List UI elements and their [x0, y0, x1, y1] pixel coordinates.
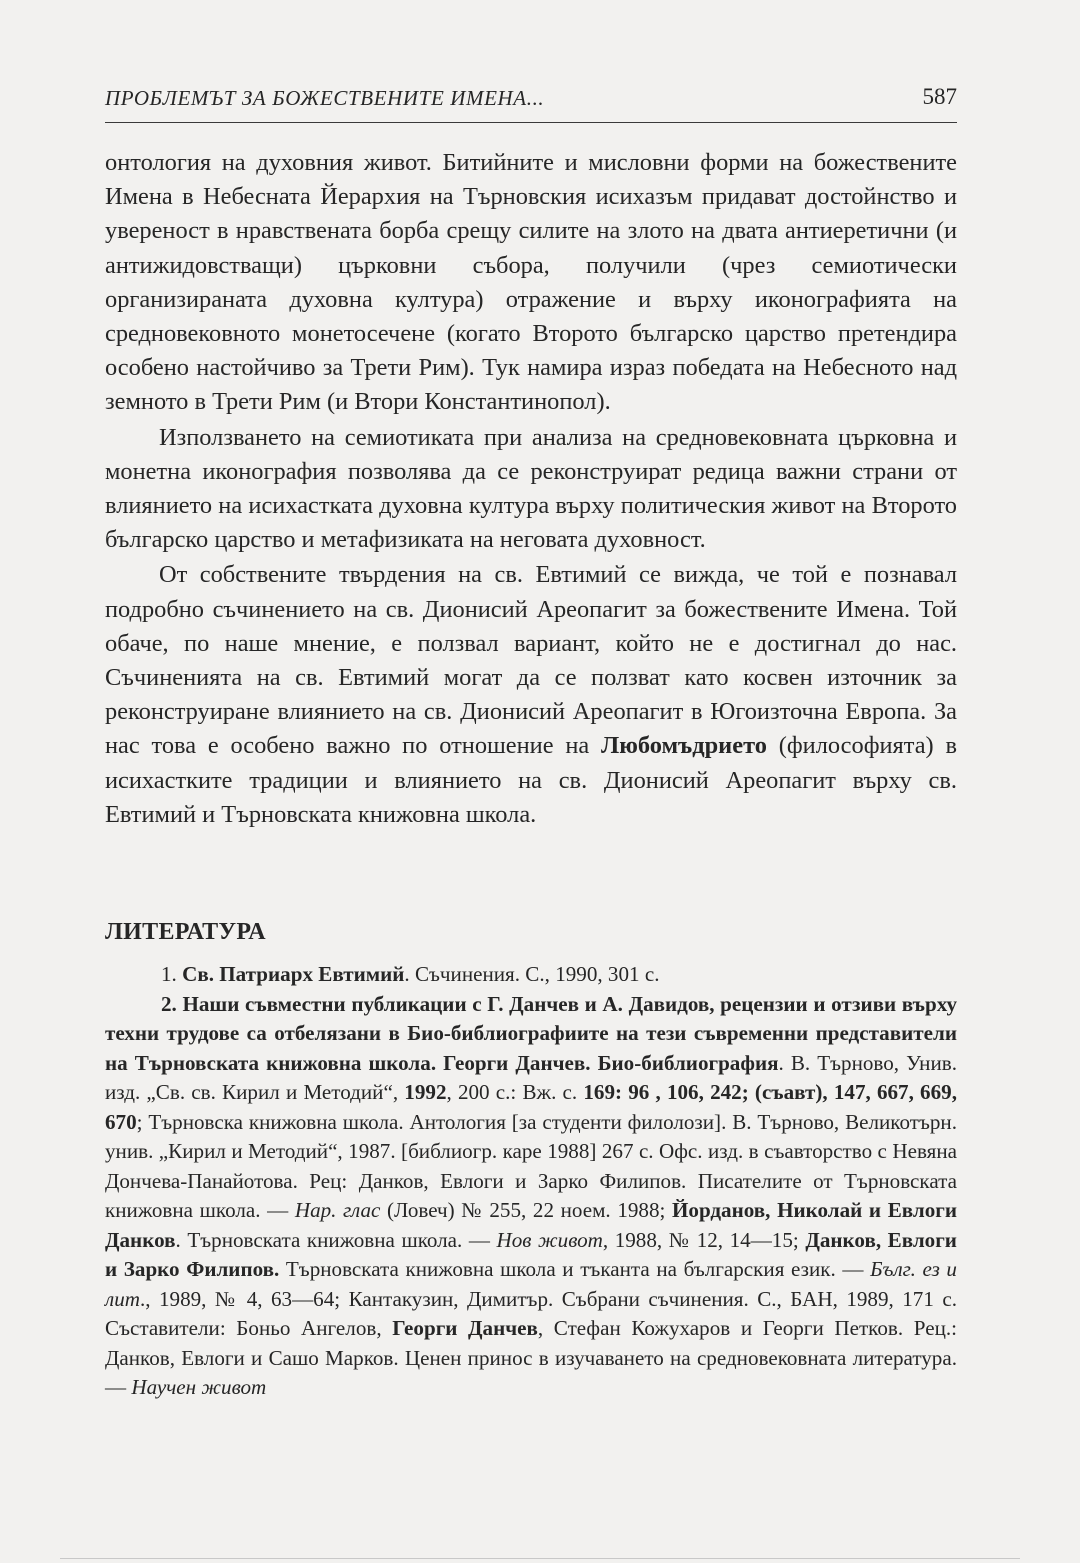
reference-2-journal: Нов живот [496, 1227, 603, 1252]
reference-2-text: , 1988, № 12, 14—15; [602, 1227, 806, 1252]
paragraph-3 [105, 558, 957, 832]
reference-2-year: 1992 [404, 1080, 447, 1104]
page-number: 587 [922, 84, 957, 109]
running-title: ПРОБЛЕМЪТ ЗА БОЖЕСТВЕНИТЕ ИМЕНА... [105, 86, 545, 110]
reference-2-pages: 169: 96 , 106, 242; (съавт), 147, 667, 669, 670 [105, 1080, 957, 1134]
reference-2-intro: 2. Наши съвместни публикации с Г. Данчев и А. Давидов, рецензии и отзиви върху техни трудове са отбелязани в Био-библиографиите на тези съвременни представители на Търновската книжовна школа. Георги Данчев. Био-библиография [105, 991, 957, 1075]
reference-1-number: 1. [161, 962, 183, 986]
page-bottom-rule [60, 1558, 1020, 1559]
reference-2-text: . В. Търново, Унив. изд. „Св. св. Кирил и Методий“, [105, 1050, 957, 1104]
reference-2-text: , Стефан Кожухаров и Георги Петков. Рец.: Данков, Евлоги и Сашо Марков. Ценен принос в изучаването на средновековната литература. — [105, 1316, 957, 1399]
reference-2-journal: Научен живот [131, 1375, 267, 1399]
reference-2-author: Данков, Евлоги и Зарко Филипов. [105, 1227, 957, 1281]
reference-2-text: ; Търновска книжовна школа. Антология [за студенти филолози]. В. Търново, Великотърн. унив. „Кирил и Методий“, 1987. [библиогр. каре 1988] 267 с. Офс. изд. в съавторство с Невяна Дончева-Панайотова. Рец: Данков, Евлоги и Зарко Филипов. Писателите от Търновската книжовна школа. — [105, 1109, 957, 1222]
paragraph-1: онтология на духовния живот. Битийните и мисловни форми на божествените Имена в Небесната Йерархия на Търновския исихазъм придават достойнство и увереност в нравствената борба срещу силите на злото на двата антиеретични (и антижидовстващи) църковни събора, получили (чрез семиотически организираната духовна култура) отражение и върху иконографията на средновековното монетосечене (когато Второто българско царство претендира особено настойчиво за Трети Рим). Тук намира израз победата на Небесното над земното в Трети Рим (и Втори Константинопол). [105, 149, 957, 416]
term-lyubomadrieto: Любомъдрието [601, 732, 767, 760]
body-text [105, 146, 957, 833]
running-head [105, 86, 957, 123]
reference-1 [105, 960, 957, 990]
reference-2-author: Йорданов, Николай и Евлоги Данков [105, 1198, 957, 1252]
paragraph-2: Използването на семиотиката при анализа на средновековната църковна и монетна иконография позволява да се реконструират редица важни страни от влиянието на исихастката духовна култура върху политическия живот на Второто българско царство и метафизиката на неговата духовност. [105, 423, 957, 554]
paragraph-3-text-b: (философията) в исихастките традиции и влиянието на св. Дионисий Ареопагит върху св. Евтимий и Търновската книжовна школа. [105, 732, 957, 828]
reference-2-author: Георги Данчев [392, 1316, 538, 1340]
reference-2-text: , 200 с.: Вж. с. [446, 1080, 584, 1104]
reference-2 [105, 990, 957, 1403]
reference-2-journal: Нар. глас [294, 1198, 381, 1222]
reference-2-text: ., 1989, № 4, 63—64; Кантакузин, Димитър. Събрани съчинения. С., БАН, 1989, 171 с. Съставители: Боньо Ангелов, [105, 1286, 957, 1340]
reference-2-text: (Ловеч) № 255, 22 ноем. 1988; [380, 1198, 672, 1222]
reference-list [105, 960, 957, 1403]
reference-2-journal: Бълг. ез и лит [105, 1257, 957, 1311]
paragraph-3-text-a: От собствените твърдения на св. Евтимий се вижда, че той е познавал подробно съчинението на св. Дионисий Ареопагит за божествените Имена. Той обаче, по наше мнение, е ползвал вариант, който не е достигнал до нас. Съчиненията на св. Евтимий могат да се ползват като косвен източник за реконструиране влиянието на св. Дионисий Ареопагит в Югоизточна Европа. За нас това е особено важно по отношение на [105, 561, 957, 760]
reference-1-author: Св. Патриарх Евтимий [182, 962, 405, 986]
reference-2-text: Търновската книжовна школа и тъканта на българския език. — [279, 1257, 871, 1281]
reference-2-text: . Търновската книжовна школа. — [175, 1227, 497, 1252]
reference-1-details: . Съчинения. С., 1990, 301 с. [404, 962, 660, 986]
literature-heading: ЛИТЕРАТУРА [105, 919, 266, 945]
